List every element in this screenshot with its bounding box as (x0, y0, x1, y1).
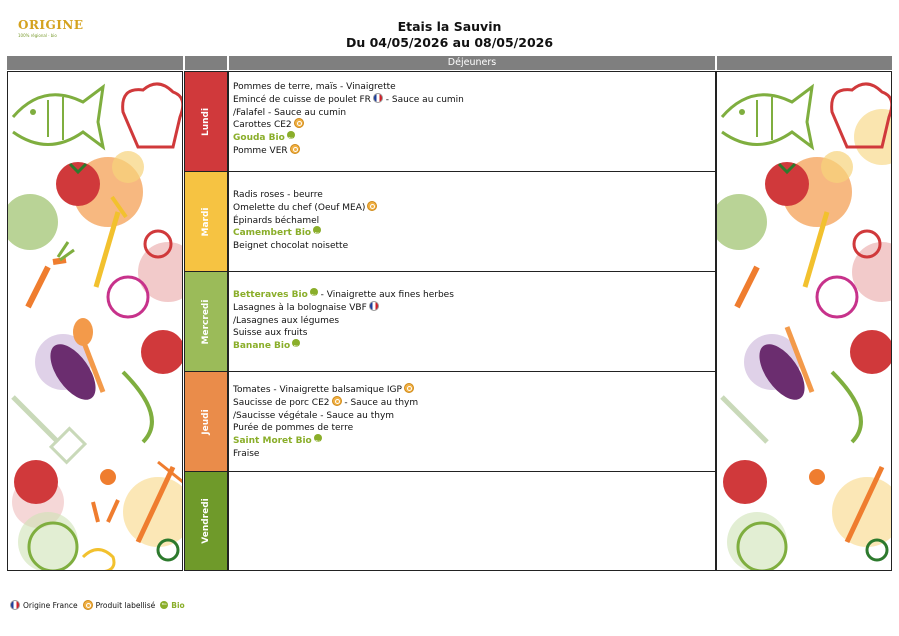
logo-tagline: 100% régional · bio (18, 33, 57, 38)
menu-item (233, 397, 418, 410)
menu-item-text: /Saucisse végétale - Sauce au thym (233, 410, 395, 421)
menu-item-text: Pomme VER (233, 145, 288, 156)
page-title: Etais la Sauvin (397, 19, 502, 34)
legend-label: Bio (171, 600, 185, 610)
decoration-panel-right (716, 71, 892, 571)
menu-item-text: Emincé de cuisse de poulet FR (233, 94, 371, 105)
origine-france-icon (10, 600, 20, 610)
menu-item-text: Beignet chocolat noisette (233, 241, 349, 252)
day-name: Vendredi (201, 498, 211, 544)
menu-item (233, 289, 454, 302)
day-label-vendredi (184, 471, 228, 571)
menu-item (233, 119, 464, 132)
menu-item-text: Pommes de terre, maïs - Vinaigrette (233, 82, 396, 92)
label-icon (83, 600, 93, 610)
menu-item-text: /Lasagnes aux légumes (233, 315, 340, 326)
bio-icon (313, 226, 321, 234)
menu-item (233, 81, 464, 94)
column-header-dejeuners: Déjeuners (229, 56, 715, 70)
menu-item (233, 448, 418, 461)
menu-item (233, 435, 418, 448)
legend-label: Produit labellisé (95, 600, 156, 610)
bio-icon (310, 288, 318, 296)
menu-item (233, 94, 464, 107)
menu-item-text: Banane Bio (233, 341, 291, 352)
menu-item (233, 410, 418, 423)
menu-item (233, 132, 464, 145)
food-illustration-right (717, 72, 892, 571)
menu-item-text: Purée de pommes de terre (233, 423, 354, 434)
legend-entry (10, 600, 78, 610)
menu-item-text: Saucisse de porc CE2 (233, 397, 330, 408)
bio-icon (160, 601, 168, 609)
menu-cell-mercredi (228, 271, 716, 372)
bio-icon (292, 339, 300, 347)
menu-cell-jeudi (228, 371, 716, 472)
menu-item (233, 422, 418, 435)
menu-item (233, 145, 464, 158)
day-label-mardi (184, 171, 228, 272)
menu-cell-lundi (228, 71, 716, 172)
menu-item-text: Saint Moret Bio (233, 436, 312, 447)
legend-entry (83, 600, 156, 610)
menu-item-text: Tomates - Vinaigrette balsamique IGP (233, 385, 402, 395)
day-name: Mercredi (201, 299, 211, 344)
menu-item (233, 107, 464, 120)
label-icon (290, 144, 300, 154)
menu-items (233, 289, 454, 353)
menu-item-suffix: - Sauce au thym (341, 397, 419, 408)
legend-label: Origine France (23, 600, 78, 610)
bio-icon (287, 131, 295, 139)
menu-item (233, 227, 377, 240)
header-bar-day (185, 56, 227, 70)
menu-items (233, 189, 377, 253)
day-label-lundi (184, 71, 228, 172)
menu-item-text: Lasagnes à la bolognaise VBF (233, 302, 367, 313)
menu-item (233, 315, 454, 328)
menu-item-text: Épinards béchamel (233, 215, 320, 226)
label-icon (404, 383, 414, 393)
menu-item (233, 327, 454, 340)
day-name: Jeudi (201, 408, 211, 435)
day-name: Lundi (201, 107, 211, 136)
menu-item-suffix: - Sauce au cumin (382, 94, 464, 105)
menu-item-text: Omelette du chef (Oeuf MEA) (233, 202, 366, 213)
header-bar-left (7, 56, 183, 70)
day-label-mercredi (184, 271, 228, 372)
menu-item-text: Gouda Bio (233, 133, 285, 144)
legend-entry (160, 601, 184, 610)
logo-wordmark: ORIGINE (18, 18, 84, 32)
menu-cell-mardi (228, 171, 716, 272)
food-illustration-left (8, 72, 183, 571)
label-icon (294, 118, 304, 128)
menu-item-text: Fraise (233, 448, 260, 459)
bio-icon (314, 434, 322, 442)
day-label-jeudi (184, 371, 228, 472)
menu-item (233, 215, 377, 228)
header-bar-right (717, 56, 892, 70)
menu-item-text: Radis roses - beurre (233, 190, 323, 200)
menu-item (233, 202, 377, 215)
decoration-panel-left (7, 71, 183, 571)
date-range: Du 04/05/2026 au 08/05/2026 (345, 35, 554, 50)
origine-france-icon (369, 301, 379, 311)
legend (10, 600, 190, 610)
menu-item-text: /Falafel - Sauce au cumin (233, 107, 347, 118)
menu-item (233, 340, 454, 353)
label-icon (367, 201, 377, 211)
menu-items (233, 81, 464, 158)
menu-item (233, 302, 454, 315)
menu-items (233, 384, 418, 461)
origine-france-icon (373, 93, 383, 103)
menu-cell-vendredi (228, 471, 716, 571)
menu-item-text: Suisse aux fruits (233, 328, 308, 339)
day-name: Mardi (201, 207, 211, 236)
label-icon (332, 396, 342, 406)
menu-item (233, 384, 418, 397)
menu-item (233, 189, 377, 202)
menu-item (233, 240, 377, 253)
menu-item-text: Camembert Bio (233, 228, 312, 239)
menu-item-text: Betteraves Bio (233, 290, 308, 300)
menu-item-suffix: - Vinaigrette aux fines herbes (317, 290, 454, 300)
menu-item-text: Carottes CE2 (233, 120, 292, 131)
